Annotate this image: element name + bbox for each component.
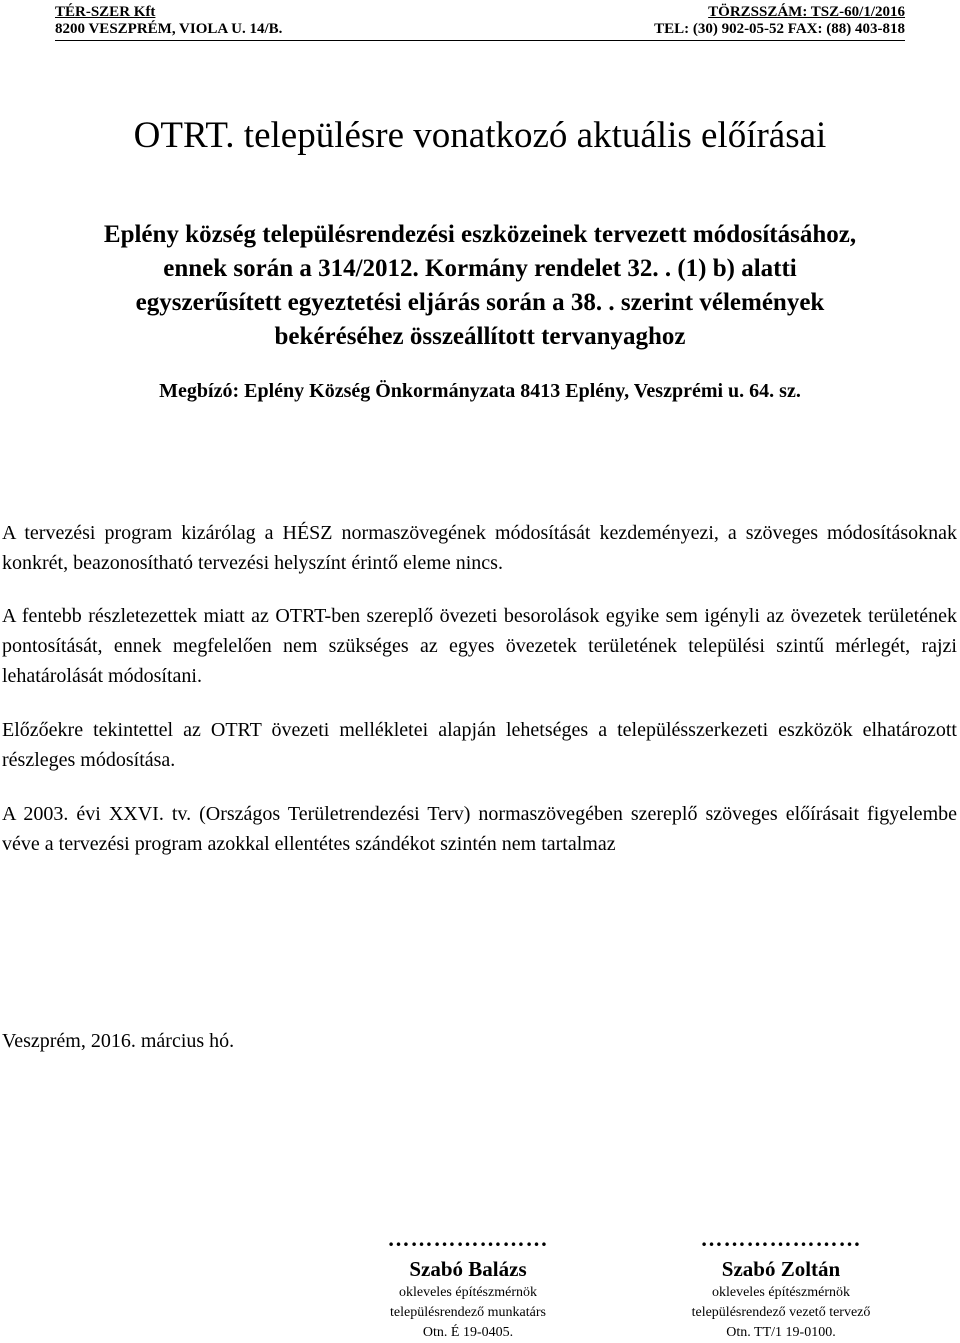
signer-qualification: okleveles építészmérnök xyxy=(711,1285,850,1300)
signer-qualification: okleveles építészmérnök xyxy=(398,1285,537,1300)
document-title: OTRT. településre vonatkozó aktuális előírásai xyxy=(133,115,827,156)
subtitle-line: bekéréséhez összeállított tervanyaghoz xyxy=(274,323,686,350)
place-date: Veszprém, 2016. március hó. xyxy=(2,1030,235,1052)
body-paragraph-3: Előzőekre tekintettel az OTRT övezeti mellékletei alapján lehetséges a településszerkezeti eszközök elhatározott részleges módosítása. xyxy=(2,719,957,771)
letterhead-row-2 xyxy=(55,21,905,38)
signer-name: Szabó Balázs xyxy=(409,1257,527,1281)
subtitle-line: egyszerűsített egyeztetési eljárás során a 38. . szerint vélemények xyxy=(135,289,825,316)
subtitle-line: Eplény község településrendezési eszközeinek tervezett módosításához, xyxy=(103,221,857,248)
signer-role: településrendező vezető tervező xyxy=(691,1305,871,1320)
letterhead-divider xyxy=(55,40,905,41)
body-paragraph-1: A tervezési program kizárólag a HÉSZ normaszövegének módosítását kezdeményezi, a szöveges módosításoknak konkrét, beazonosítható tervezési helyszínt érintő eleme nincs. xyxy=(2,522,957,574)
subtitle-line: ennek során a 314/2012. Kormány rendelet 32. . (1) b) alatti xyxy=(163,255,797,282)
body-paragraph-2: A fentebb részletezettek miatt az OTRT-ben szereplő övezeti besorolások egyike sem igényli az övezetek területének pontosítását, ennek megfelelően nem szükséges az egyes övezetek területének települési szintű mérlegét, rajzi lehatárolását módosítani. xyxy=(2,605,957,687)
signature-line: ………………… xyxy=(700,1226,862,1251)
letterhead-row-1 xyxy=(55,4,905,21)
signature-line: ………………… xyxy=(387,1226,549,1251)
signer-registration: Otn. É 19-0405. xyxy=(422,1325,514,1340)
body-paragraph-4: A 2003. évi XXVI. tv. (Országos Területrendezési Terv) normaszövegében szereplő szöveges előírásait figyelembe véve a tervezési program azokkal ellentétes szándékot szintén nem tartalmaz xyxy=(2,803,957,855)
signature-block-1 xyxy=(333,1227,603,1343)
client-line: Megbízó: Eplény Község Önkormányzata 8413 Eplény, Veszprémi u. 64. sz. xyxy=(159,380,801,402)
company-address: 8200 VESZPRÉM, VIOLA U. 14/B. xyxy=(55,21,283,37)
signer-role: településrendező munkatárs xyxy=(390,1305,546,1320)
document-subtitle xyxy=(0,218,960,354)
registry-number: TÖRZSSZÁM: TSZ-60/1/2016 xyxy=(708,4,905,20)
signature-block-2 xyxy=(646,1227,916,1343)
company-name: TÉR-SZER Kft xyxy=(55,4,156,20)
company-contact: TEL: (30) 902-05-52 FAX: (88) 403-818 xyxy=(654,21,905,37)
signer-registration: Otn. TT/1 19-0100. xyxy=(726,1325,836,1340)
signer-name: Szabó Zoltán xyxy=(721,1257,841,1281)
